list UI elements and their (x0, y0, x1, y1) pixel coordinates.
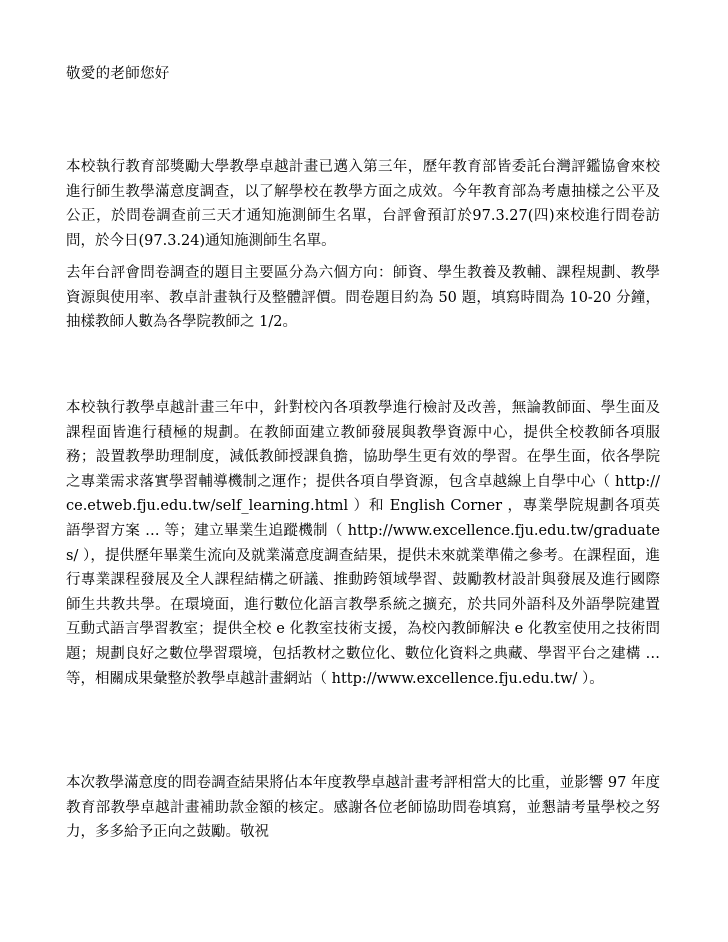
paragraph-closing: 本次教學滿意度的問卷調查結果將佔本年度教學卓越計畫考評相當大的比重，並影響 97 年度教育部教學卓越計畫補助款金額的核定。感謝各位老師協助問卷填寫，並懇請考量學校之努力，多多給予正向之鼓勵。敬祝 (66, 775, 660, 841)
paragraph-excellence-plan: 本校執行教學卓越計畫三年中，針對校內各項教學進行檢討及改善，無論教師面、學生面及課程面皆進行積極的規劃。在教師面建立教師發展與教學資源中心，提供全校教師各項服務；設置教學助理制度，減低教師授課負擔，協助學生更有效的學習。在學生面，依各學院之專業需求落實學習輔導機制之運作；提供各項自學資源，包含卓越線上自學中心（ http://ce.etweb.fju.edu.tw/self_learning.html ）和 English Corner ，專業學院規劃各項英語學習方案 … 等；建立畢業生追蹤機制（ http://www.excellence.fju.edu.tw/graduates/ ），提供歷年畢業生流向及就業滿意度調查結果，提供未來就業準備之參考。在課程面，進行專業課程發展及全人課程結構之研議、推動跨領域學習、鼓勵教材設計與發展及進行國際師生共教共學。在環境面，進行數位化語言教學系統之擴充，於共同外語科及外語學院建置互動式語言學習教室；提供全校 e 化教室技術支援，為校內教師解決 e 化教室使用之技術問題；規劃良好之數位學習環境，包括教材之數位化、數位化資料之典藏、學習平台之建構 … 等，相關成果彙整於教學卓越計畫網站（ http://www.excellence.fju.edu.tw/ ）。 (66, 400, 660, 687)
paragraph-intro: 本校執行教育部獎勵大學教學卓越計畫已邁入第三年，歷年教育部皆委託台灣評鑑協會來校進行師生教學滿意度調查，以了解學校在教學方面之成效。今年教育部為考慮抽樣之公平及公正，於問卷調查前三天才通知施測師生名單，台評會預訂於97.3.27(四)來校進行問卷訪問，於今日(97.3.24)通知施測師生名單。 (66, 159, 660, 249)
paragraph-survey-topics: 去年台評會問卷調查的題目主要區分為六個方向：師資、學生教養及教輔、課程規劃、教學資源與使用率、教卓計畫執行及整體評價。問卷題目約為 50 題，填寫時間為 10-20 分鐘，抽樣教師人數為各學院教師之 1/2。 (66, 265, 660, 331)
greeting: 敬愛的老師您好 (66, 66, 170, 82)
